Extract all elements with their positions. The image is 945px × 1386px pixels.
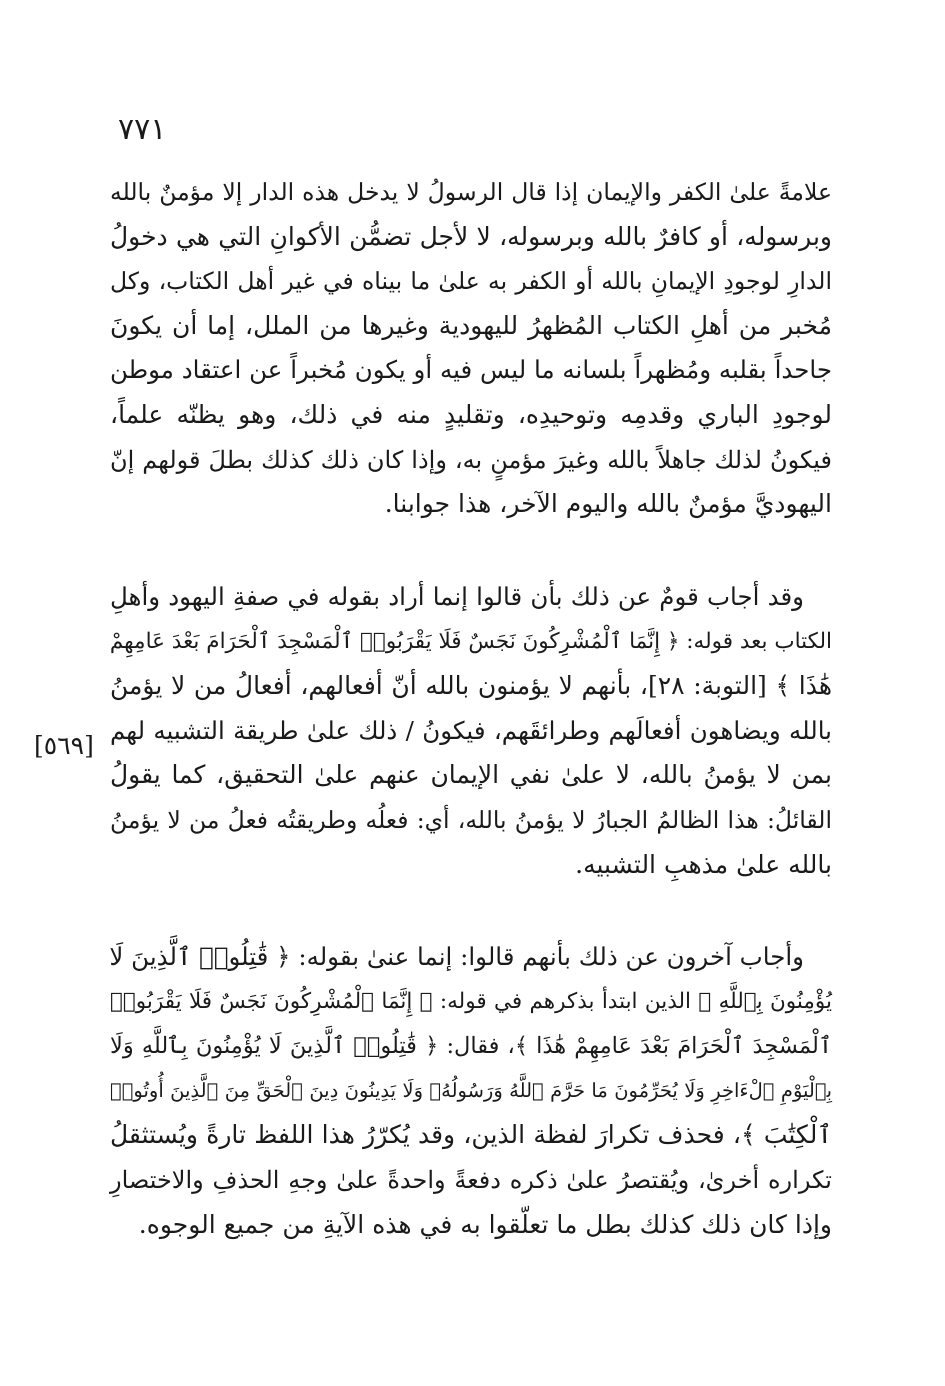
text-line: اليهوديَّ مؤمنٌ بالله واليوم الآخر، هذا جوابنا. (384, 489, 832, 519)
text-line: بالله ويضاهون أفعالَهم وطرائقَهم، فيكونُ / ذلك علىٰ طريقة التشبيه لهم (110, 715, 832, 745)
text-line: بِٱلْيَوْمِ ٱلْءَاخِرِ وَلَا يُحَرِّمُونَ مَا حَرَّمَ ٱللَّهُ وَرَسُولُهُۥ وَلَا يَدِينُونَ دِينَ ٱلْحَقِّ مِنَ ٱلَّذِينَ أُوتُوا۟ (110, 1078, 832, 1102)
text-line: تكراره أخرىٰ، ويُقتصرُ علىٰ ذكره دفعةً واحدةً علىٰ وجهِ الحذفِ والاختصارِ (110, 1165, 832, 1194)
text-line: فيكونُ لذلك جاهلاً بالله وغيرَ مؤمنٍ به، وإذا كان ذلك كذلك بطلَ قولهم إنّ (110, 445, 832, 474)
text-line: لوجودِ الباري وقدمِه وتوحيدِه، وتقليدٍ منه في ذلك، وهو يظنّه علماً، (110, 399, 832, 429)
paragraph-3 (110, 935, 832, 1247)
text-line: ٱلْمَسْجِدَ ٱلْحَرَامَ بَعْدَ عَامِهِمْ هَٰذَا ﴾، فقال: ﴿ قَٰتِلُوا۟ ٱلَّذِينَ لَا يُؤْمِنُونَ بِٱللَّهِ وَلَا (110, 1033, 832, 1060)
text-line: مُخبر من أهلِ الكتاب المُظهرُ لليهودية وغيرها من الملل، إما أن يكونَ (110, 310, 832, 340)
page-number: ٧٧١ (118, 112, 167, 147)
text-line: القائلُ: هذا الظالمُ الجبارُ لا يؤمنُ بالله، أي: فعلُه وطريقتُه فعلُ من لا يؤمنُ (110, 805, 832, 834)
manuscript-folio-marker: [٥٦٩] (34, 731, 94, 760)
text-line: الدارِ لوجودِ الإيمانِ بالله أو الكفر به علىٰ ما بيناه في غير أهل الكتاب، وكل (110, 267, 832, 296)
text-line: جاحداً بقلبه ومُظهراً بلسانه ما ليس فيه أو يكون مُخبراً عن اعتقاد موطن (110, 355, 832, 385)
text-line: الكتاب بعد قوله: ﴿ إِنَّمَا ٱلْمُشْرِكُونَ نَجَسٌ فَلَا يَقْرَبُوا۟ ٱلْمَسْجِدَ ٱلْحَرَامَ بَعْدَ عَامِهِمْ (109, 628, 832, 654)
text-line: وإذا كان ذلك كذلك بطل ما تعلّقوا به في هذه الآيةِ من جميع الوجوه. (138, 1209, 832, 1239)
text-line: وأجاب آخرون عن ذلك بأنهم قالوا: إنما عنىٰ بقوله: ﴿ قَٰتِلُوا۟ ٱلَّذِينَ لَا (109, 942, 804, 971)
text-line: وبرسوله، أو كافرٌ بالله وبرسوله، لا لأجل تضمُّن الأكوانِ التي هي دخولُ (110, 221, 832, 251)
text-line: ٱلْكِتَٰبَ ﴾، فحذف تكرارَ لفظة الذين، وقد يُكرّرُ هذا اللفظ تارةً ويُستثقلُ (110, 1120, 832, 1150)
text-line: علامةً علىٰ الكفر والإيمان إذا قال الرسولُ لا يدخل هذه الدار إلا مؤمنٌ بالله (110, 178, 832, 206)
text-line: بمن لا يؤمنُ بالله، لا علىٰ نفي الإيمان عنهم علىٰ التحقيق، كما يقولُ (110, 760, 832, 790)
text-line: بالله علىٰ مذهبِ التشبيه. (575, 849, 832, 879)
paragraph-2 (110, 575, 832, 887)
text-line: وقد أجاب قومٌ عن ذلك بأن قالوا إنما أراد بقوله في صفةِ اليهود وأهلِ (110, 582, 804, 611)
paragraph-1 (110, 170, 832, 527)
text-line: هَٰذَا ﴾ [التوبة: ٢٨]، بأنهم لا يؤمنون بالله أنّ أفعالهم، أفعالُ من لا يؤمنُ (110, 671, 832, 701)
text-line: يُؤْمِنُونَ بِٱللَّهِ ﴾ الذين ابتدأ بذكرهم في قوله: ﴿ إِنَّمَا ٱلْمُشْرِكُونَ نَجَسٌ فَلَا يَقْرَبُوا۟ (110, 988, 832, 1014)
